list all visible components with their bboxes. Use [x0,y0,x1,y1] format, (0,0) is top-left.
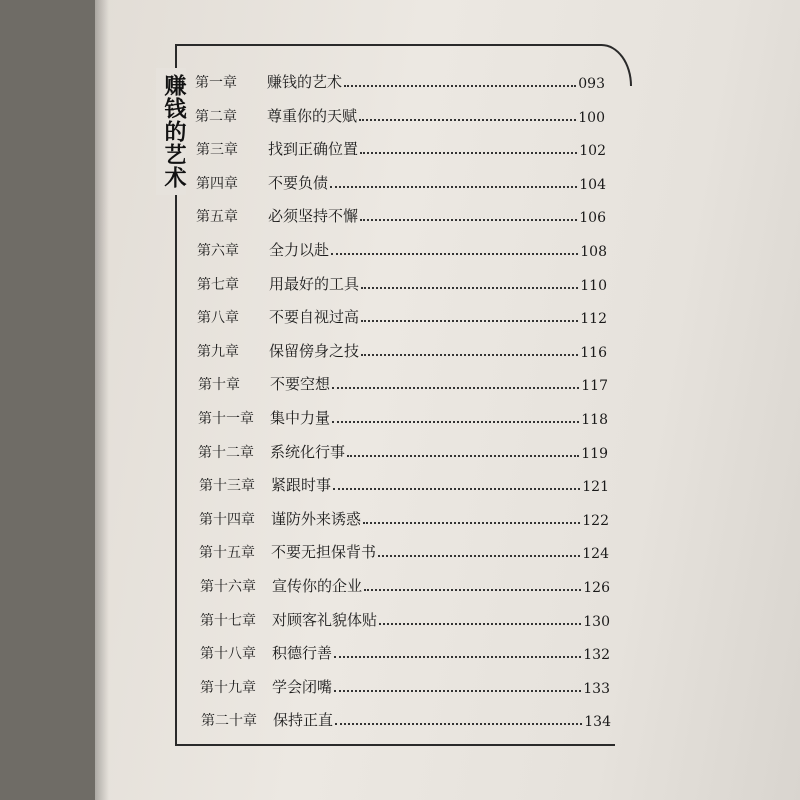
toc-leader-dots [333,488,580,490]
toc-chapter-number: 第五章 [196,209,238,226]
toc-chapter-title: 用最好的工具 [269,274,360,293]
toc-chapter-number: 第二十章 [201,713,257,730]
toc-row [196,202,606,226]
toc-row [200,639,610,663]
toc-leader-dots [335,723,582,725]
toc-page-number: 102 [579,143,606,160]
toc-chapter-number: 第六章 [197,243,239,259]
toc-page-number: 134 [584,714,611,731]
toc-chapter-number: 第十九章 [200,679,256,696]
toc-chapter-title: 保持正直 [273,711,334,730]
toc-chapter-number: 第十二章 [198,444,254,461]
toc-leader-dots [331,253,578,255]
toc-row [200,606,610,630]
section-title: 赚钱的艺术 [156,68,186,195]
toc-chapter-title: 系统化行事 [270,442,346,461]
toc-chapter-title: 找到正确位置 [268,140,359,159]
toc-row [198,370,608,394]
toc-chapter-title: 必须坚持不懈 [268,207,359,226]
toc-row [197,337,607,361]
toc-chapter-title: 全力以赴 [269,241,330,259]
toc-row [197,303,607,327]
toc-page-number: 126 [583,580,610,596]
toc-page-number: 130 [583,613,610,630]
toc-page-number: 122 [582,512,609,529]
toc-chapter-number: 第九章 [197,343,239,360]
toc-chapter-number: 第十八章 [200,646,256,663]
toc-page-number: 116 [580,344,607,361]
toc-row [200,572,610,596]
toc-row [199,471,609,495]
toc-leader-dots [347,455,579,457]
toc-row [195,102,605,126]
toc-leader-dots [344,85,576,87]
toc-leader-dots [361,320,578,322]
frame-bottom-border [175,744,615,746]
toc-page-number: 124 [582,546,609,563]
toc-leader-dots [378,555,580,557]
toc-chapter-title: 谨防外来诱惑 [271,509,362,528]
toc-chapter-title: 对顾客礼貌体贴 [272,610,378,629]
toc-page-number: 132 [583,647,610,664]
toc-leader-dots [330,186,577,188]
toc-row [199,505,609,529]
toc-chapter-number: 第一章 [195,75,237,91]
toc-row [201,706,611,730]
toc-row [197,236,607,260]
toc-row [200,673,610,697]
toc-leader-dots [360,219,577,221]
toc-page-number: 110 [580,277,607,294]
toc-page-number: 119 [581,445,608,462]
toc-page-number: 093 [578,76,605,92]
toc-chapter-number: 第十一章 [198,411,254,427]
toc-chapter-number: 第十五章 [199,545,255,562]
toc-row [196,169,606,193]
toc-chapter-title: 尊重你的天赋 [267,106,358,125]
toc-chapter-number: 第三章 [196,142,238,159]
toc-page-number: 106 [579,210,606,227]
toc-chapter-title: 宣传你的企业 [272,577,363,595]
toc-chapter-title: 赚钱的艺术 [267,73,343,91]
toc-chapter-number: 第七章 [197,276,239,293]
toc-chapter-title: 集中力量 [270,409,331,427]
toc-page-number: 100 [578,109,605,126]
toc-page-number: 118 [581,412,608,428]
toc-leader-dots [334,690,581,692]
toc-chapter-title: 不要负债 [268,173,329,192]
toc-chapter-number: 第十六章 [200,579,256,595]
toc-leader-dots [334,656,581,658]
toc-leader-dots [361,354,578,356]
toc-chapter-title: 紧跟时事 [271,476,332,495]
toc-leader-dots [361,287,578,289]
toc-leader-dots [363,522,580,524]
toc-chapter-number: 第四章 [196,175,238,192]
toc-chapter-number: 第十四章 [199,511,255,528]
toc-chapter-number: 第十章 [198,377,240,394]
toc-chapter-title: 积德行善 [272,644,333,663]
toc-page-number: 121 [582,479,609,496]
toc-leader-dots [379,623,581,625]
page-gutter-shadow [95,0,109,800]
toc-chapter-title: 学会闭嘴 [272,677,333,696]
toc-leader-dots [359,119,576,121]
toc-row [199,538,609,562]
toc-row [198,438,608,462]
toc-leader-dots [332,387,579,389]
toc-chapter-number: 第二章 [195,108,237,125]
toc-chapter-number: 第十七章 [200,612,256,629]
toc-page-number: 133 [583,680,610,697]
toc-page-number: 104 [579,176,606,193]
toc-row [195,68,605,92]
toc-row [198,404,608,428]
toc-chapter-number: 第十三章 [199,478,255,495]
toc-chapter-title: 不要空想 [270,375,331,394]
toc-leader-dots [364,589,581,591]
toc-page-number: 112 [580,311,607,328]
toc-row [196,135,606,159]
toc-page-number: 108 [580,244,607,260]
toc-chapter-number: 第八章 [197,310,239,327]
toc-page-number: 117 [581,378,608,395]
toc-leader-dots [360,152,577,154]
toc-chapter-title: 不要无担保背书 [271,543,377,562]
toc-leader-dots [332,421,579,423]
toc-row [197,270,607,294]
toc-chapter-title: 不要自视过高 [269,308,360,327]
toc-chapter-title: 保留傍身之技 [269,341,360,360]
